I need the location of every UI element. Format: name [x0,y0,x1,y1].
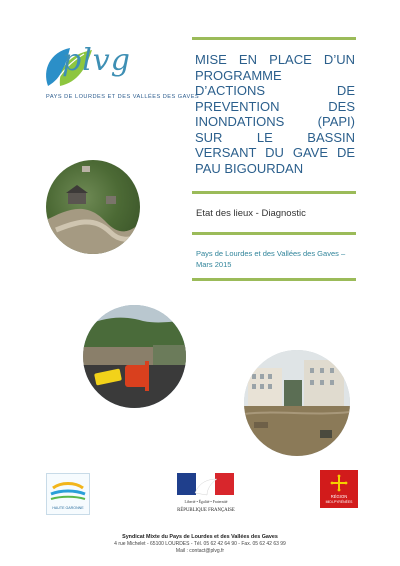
document-credit: Pays de Lourdes et des Vallées des Gaves – Mars 2015 [196,249,346,269]
footer-email: Mail : contact@plvg.fr [175,548,225,554]
divider-top [192,37,356,40]
haute-garonne-logo [46,473,90,515]
flood-aerial-photo [46,160,140,254]
flooded-town-photo [244,350,350,456]
document-title: MISE EN PLACE D’UN PROGRAMME D’ACTIONS DE PREVENTION DES INONDATIONS (PAPI) SUR LE BASSIN VERSANT DU GAVE DE PAU BIGOURDAN [195,52,355,176]
divider-title [192,191,356,194]
haute-garonne-label: HAUTE GARONNE [52,506,84,510]
road-damage-photo [83,305,186,408]
logo-wordmark: plvg [62,43,131,78]
document-subtitle: Etat des lieux - Diagnostic [196,208,306,219]
footer-address: 4 rue Michelet - 65100 LOURDES - Tél. 05 62 42 64 90 - Fax. 05 62 42 63 99 [114,541,286,547]
divider-credit [192,278,356,281]
region-midi-pyrenees-logo [320,470,358,508]
logo-tagline: PAYS DE LOURDES ET DES VALLÉES DES GAVES [46,94,200,100]
footer [0,534,400,555]
footer-org: Syndicat Mixte du Pays de Lourdes et des Vallées des Gaves [122,534,278,540]
region-sub-label: MIDI-PYRÉNÉES [325,500,353,504]
republique-francaise-logo [173,471,239,517]
divider-subtitle [192,232,356,235]
republique-name: RÉPUBLIQUE FRANÇAISE [177,508,235,513]
region-label: RÉGION [330,494,348,499]
republique-motto: Liberté • Égalité • Fraternité [184,500,228,504]
